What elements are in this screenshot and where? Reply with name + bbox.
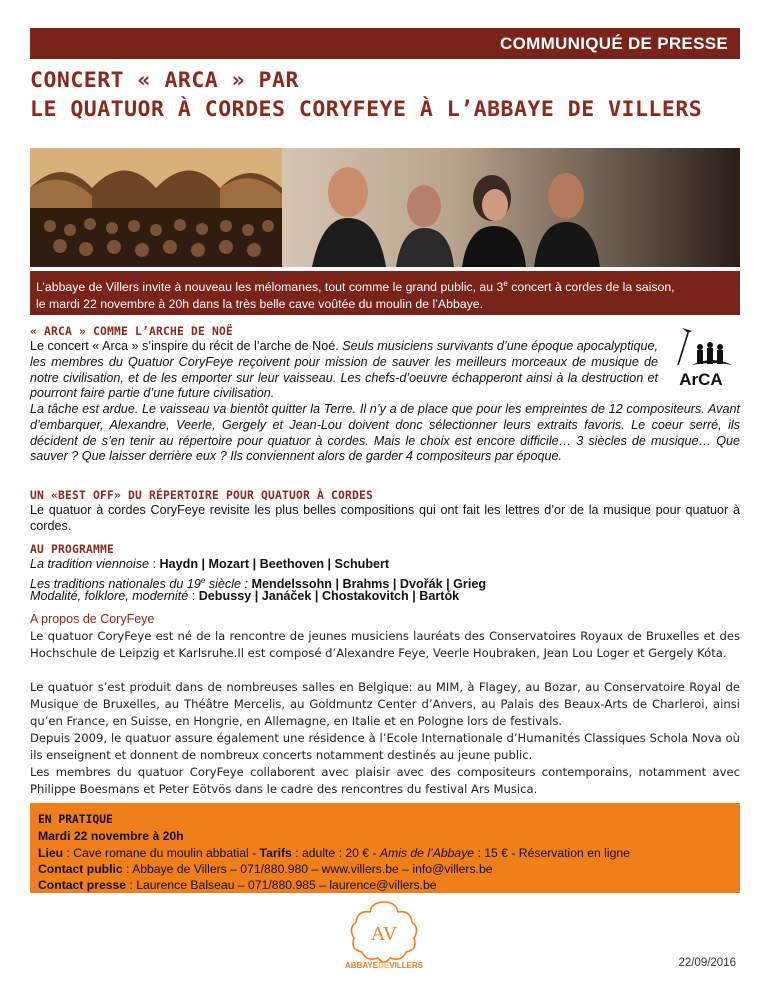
practical-heading: EN PRATIQUE	[38, 813, 113, 826]
title-line-2: LE QUATUOR À CORDES CORYFEYE À L’ABBAYE DE VILLERS	[30, 97, 703, 122]
tarifs-text: : adulte : 20 € -	[291, 845, 380, 860]
title-line-1: CONCERT « ARCA » PAR	[30, 68, 299, 93]
presse-label: Contact presse	[38, 878, 127, 893]
public-text: : Abbaye de Villers – 071/880.980 – www.villers.be – info@villers.be	[122, 861, 493, 876]
practical-when: Mardi 22 novembre à 20h	[38, 829, 184, 844]
programme-l3-names: Debussy | Janáček | Chostakovitch | Bartók	[198, 589, 460, 603]
banner-label: COMMUNIQUÉ DE PRESSE	[500, 34, 728, 53]
svg-text:AV: AV	[370, 923, 398, 945]
abbaye-logo	[334, 896, 434, 972]
programme-line-3	[30, 589, 459, 605]
abbaye-logo-de: DE	[378, 961, 390, 970]
press-release-banner	[30, 28, 740, 59]
lieu-label: Lieu	[38, 845, 64, 860]
intro-text-1-end: concert à cordes de la saison,	[507, 280, 675, 295]
about-heading: A propos de CoryFeye	[30, 612, 155, 626]
programme-l1-label: La tradition viennoise	[30, 557, 150, 571]
abbaye-logo-b: VILLERS	[389, 961, 423, 970]
programme-l2-label-b: siècle :	[205, 577, 252, 592]
about-paragraph-1: Le quatuor CoryFeye est né de la rencontre de jeunes musiciens lauréats des Conservatoires Royaux de Bruxelles et des Hochschule de Leipzig et Karlsruhe.Il est composé d’Alexandre Feye, Veerle Houbraken, Jean Lou Loger et Gergely Kóta.	[30, 629, 740, 660]
programme-l3-label: Modalité, folklore, modernité	[30, 589, 189, 603]
arca-paragraph-1	[30, 339, 658, 402]
abbaye-logo-a: ABBAYE	[345, 961, 379, 970]
document-date: 22/09/2016	[678, 957, 736, 969]
intro-box	[30, 271, 740, 315]
amis-label: Amis de l’Abbaye	[379, 845, 475, 860]
programme-l1-names: Haydn | Mozart | Beethoven | Schubert	[159, 557, 390, 571]
practical-public-line	[38, 861, 732, 877]
arca-italic: Seuls musiciens survivants d’une époque apocalyptique, les membres du Quatuor CoryFeye reçoivent pour mission de sauver les meilleurs morceaux de musique de notre civilisation, et de les emporter sur leur vaisseau. Les chefs-d’oeuvre échapperont ainsi à la destruction et pourront faire partie d’une future civilisation.	[30, 339, 658, 401]
practical-presse-line	[38, 877, 732, 893]
programme-heading: AU PROGRAMME	[30, 543, 115, 556]
best-heading: UN «BEST OFF» DU RÉPERTOIRE POUR QUATUOR À CORDES	[30, 489, 374, 502]
about-paragraph-2: Le quatuor s’est produit dans de nombreuses salles en Belgique: au MIM, à Flagey, au Bozar, au Conservatoire Royal de Musique de Bruxelles, au Théâtre Mercelis, au Goldmuntz Center d’Anvers, au Palais des Beaux-Arts de Charleroi, ainsi qu’en France, en Suisse, en Hongrie, en Allemagne, en Italie et en Pologne lors de festivals.	[30, 680, 740, 728]
public-label: Contact public	[38, 861, 123, 876]
programme-l2-sup: e	[200, 576, 206, 585]
cave-concert-photo	[30, 148, 282, 267]
about-paragraph-3: Depuis 2009, le quatuor assure également une résidence à l’Ecole Internationale d’Humanités Classiques Schola Nova où ils enseignent et donnent de nombreux concerts notamment destinés au jeune public.	[30, 731, 740, 762]
about-paragraph-4: Les membres du quatuor CoryFeye collaborent avec plaisir avec des compositeurs contemporains, notamment avec Philippe Boesmans et Peter Eötvös dans le cadre des rencontres du festival Ars Musica.	[30, 765, 740, 796]
page-title	[30, 66, 702, 124]
arca-paragraph-2: La tâche est ardue. Le vaisseau va bientôt quitter la Terre. Il n’y a de place que pour les empreintes de 12 compositeurs. Avant d’embarquer, Alexandre, Veerle, Gergely et Jean-Lou doivent donc sélectionner leurs extraits favoris. Le coeur serré, ils décident de s’en tenir au répertoire pour quatuor à cordes. Mais le choix est encore difficile… 3 siècles de musique… Que sauver ? Que laisser derrière eux ? Ils conviennent alors de garder 4 compositeurs par époque.	[30, 402, 740, 464]
lieu-text: : Cave romane du moulin abbatial -	[63, 845, 260, 860]
practical-lieu-line	[38, 845, 732, 861]
tarifs-end: : 15 € - Réservation en ligne	[474, 845, 630, 860]
arca-logo	[662, 325, 740, 391]
best-text: Le quatuor à cordes CoryFeye revisite les plus belles compositions qui ont fait les lettres d’or de la musique pour quatuor à cordes.	[30, 503, 740, 533]
intro-text-1: L’abbaye de Villers invite à nouveau les mélomanes, tout comme le grand public, au 3	[36, 280, 504, 295]
intro-sup: e	[503, 279, 508, 288]
programme-l2-label-a: Les traditions nationales du 19	[30, 577, 201, 592]
arca-logo-text: ArCA	[679, 370, 723, 389]
programme-l2-names: Mendelssohn | Brahms | Dvořák | Grieg	[251, 577, 487, 592]
arca-lead: Le concert « Arca » s’inspire du récit de l’arche de Noé.	[30, 339, 343, 353]
programme-line-1	[30, 557, 389, 573]
presse-text: : Laurence Balseau – 071/880.985 – laurence@villers.be	[126, 878, 437, 893]
tarifs-label: Tarifs	[259, 845, 292, 860]
practical-info-box	[30, 803, 740, 893]
arca-heading: « ARCA » COMME L’ARCHE DE NOË	[30, 325, 234, 338]
programme-l1-sep: :	[149, 557, 160, 571]
programme-l3-sep: :	[188, 589, 199, 603]
intro-text-2: le mardi 22 novembre à 20h dans la très belle cave voûtée du moulin de l’Abbaye.	[36, 297, 484, 312]
svg-text:ABBAYEDEVILLERS	[345, 961, 424, 970]
